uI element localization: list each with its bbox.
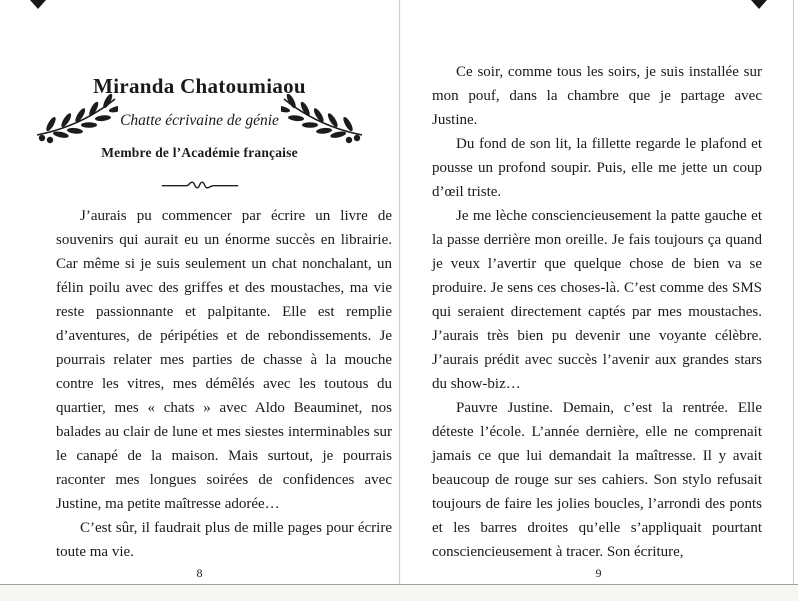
paragraph: Ce soir, comme tous les soirs, je suis installée sur mon pouf, dans la chambre que je partage avec Justine. [432,64,762,128]
paragraph: Du fond de son lit, la fillette regarde le plafond et pousse un profond soupir. Puis, elle me jette un coup d’œil triste. [432,136,762,200]
chapter-title: Miranda Chatoumiaou [93,74,306,98]
page-number-left: 8 [196,566,203,580]
book-right-edge [793,0,794,584]
paragraph: Pauvre Justine. Demain, c’est la rentrée. Elle déteste l’école. L’année dernière, elle ne comprenait jamais ce que lui demandait la maîtresse. Il y avait beaucoup de rouge sur ses cahiers. Son stylo refusait toujours de faire les jolies boucles, l’arrondi des ponts et les barres droites qu’elle s’appliquait pourtant consciencieusement à tracer. Son écriture, [432,400,762,560]
left-page-text [56,204,392,564]
page-number-right: 9 [595,566,602,580]
page-gutter [399,0,400,584]
paragraph: C’est sûr, il faudrait plus de mille pages pour écrire toute ma vie. [56,520,392,560]
chapter-affiliation: Membre de l’Académie française [101,145,298,160]
squiggle-divider-icon [161,177,239,193]
page-right [399,0,798,601]
right-page-text [432,60,762,564]
book-bottom-edge [0,584,798,601]
paragraph: J’aurais pu commencer par écrire un livre de souvenirs qui aurait eu un énorme succès en librairie. Car même si je suis seulement un chat nonchalant, un félin poilu avec des griffes et des moustaches, ma vie reste passionnante et palpitante. Elle est remplie d’aventures, de péripéties et de rebondissements. Je pourrais relater mes parties de chasse à la mouche contre les vitres, mes démêlés avec les toutous du quartier, mes « chats » avec Aldo Beauminet, nos balades au clair de lune et mes siestes interminables sur le canapé de la maison. Mais surtout, je pourrais raconter mes longues soirées de confidences avec Justine, ma petite maîtresse adorée… [56,208,392,512]
paragraph: Je me lèche consciencieusement la patte gauche et la passe derrière mon oreille. Je fais toujours ça quand je veux l’avertir que quelque chose de bien va se produire. Je sens ces choses-là. C’est comme des SMS qui seraient directement captés par mes moustaches. J’aurais très bien pu devenir une voyante célèbre. J’aurais prédit avec succès l’avenir aux grandes stars du show-biz… [432,208,762,392]
chapter-subtitle: Chatte écrivaine de génie [120,112,279,129]
chapter-heading [0,74,399,193]
